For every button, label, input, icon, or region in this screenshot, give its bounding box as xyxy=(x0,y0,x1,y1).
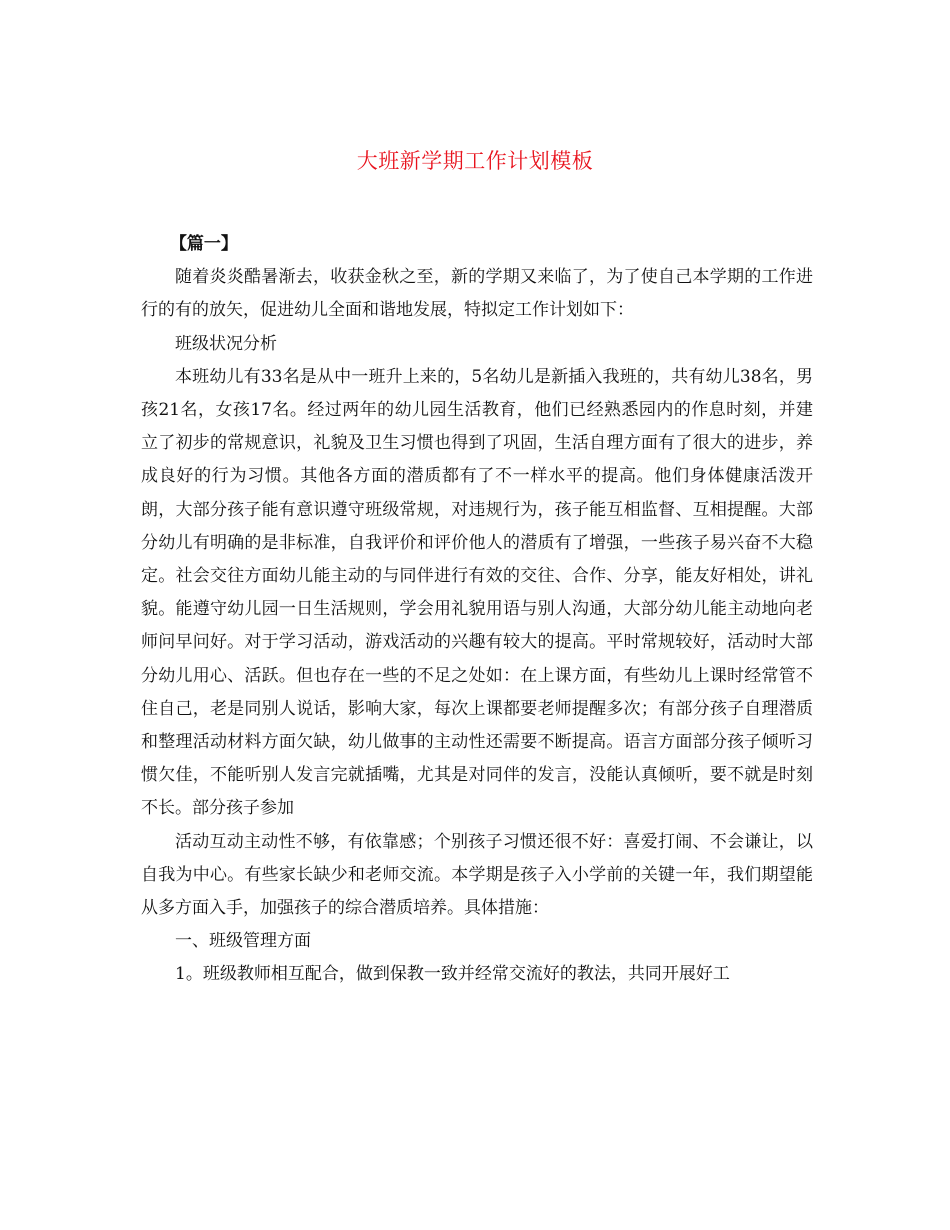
document-body xyxy=(141,228,813,992)
paragraph: 活动互动主动性不够，有依靠感；个别孩子习惯还很不好：喜爱打闹、不会谦让，以自我为中心。有些家长缺少和老师交流。本学期是孩子入小学前的关键一年，我们期望能从多方面入手，加强孩子的综合潜质培养。具体措施： xyxy=(141,831,813,919)
document-title: 大班新学期工作计划模板 xyxy=(356,149,594,173)
paragraph: 本班幼儿有33名是从中一班升上来的，5名幼儿是新插入我班的，共有幼儿38名，男孩21名，女孩17名。经过两年的幼儿园生活教育，他们已经熟悉园内的作息时刻，并建立了初步的常规意识，礼貌及卫生习惯也得到了巩固，生活自理方面有了很大的进步，养成良好的行为习惯。其他各方面的潜质都有了不一样水平的提高。他们身体健康活泼开朗，大部分孩子能有意识遵守班级常规，对违规行为，孩子能互相监督、互相提醒。大部分幼儿有明确的是非标准，自我评价和评价他人的潜质有了增强，一些孩子易兴奋不大稳定。社会交往方面幼儿能主动的与同伴进行有效的交往、合作、分享，能友好相处，讲礼貌。能遵守幼儿园一日生活规则，学会用礼貌用语与别人沟通，大部分幼儿能主动地向老师问早问好。对于学习活动，游戏活动的兴趣有较大的提高。平时常规较好，活动时大部分幼儿用心、活跃。但也存在一些的不足之处如：在上课方面，有些幼儿上课时经常管不住自己，老是同别人说话，影响大家，每次上课都要老师提醒多次；有部分孩子自理潜质和整理活动材料方面欠缺，幼儿做事的主动性还需要不断提高。语言方面部分孩子倾听习惯欠佳，不能听别人发言完就插嘴，尤其是对同伴的发言，没能认真倾听，要不就是时刻不长。部分孩子参加 xyxy=(141,366,813,819)
paragraph: 1。班级教师相互配合，做到保教一致并经常交流好的教法，共同开展好工 xyxy=(175,964,730,985)
section-label: 【篇一】 xyxy=(169,234,238,254)
paragraph-heading: 班级状况分析 xyxy=(175,333,277,354)
paragraph-heading: 一、班级管理方面 xyxy=(175,931,311,952)
paragraph: 随着炎炎酷暑渐去，收获金秋之至，新的学期又来临了，为了使自己本学期的工作进行的有的放矢，促进幼儿全面和谐地发展，特拟定工作计划如下： xyxy=(141,267,813,321)
